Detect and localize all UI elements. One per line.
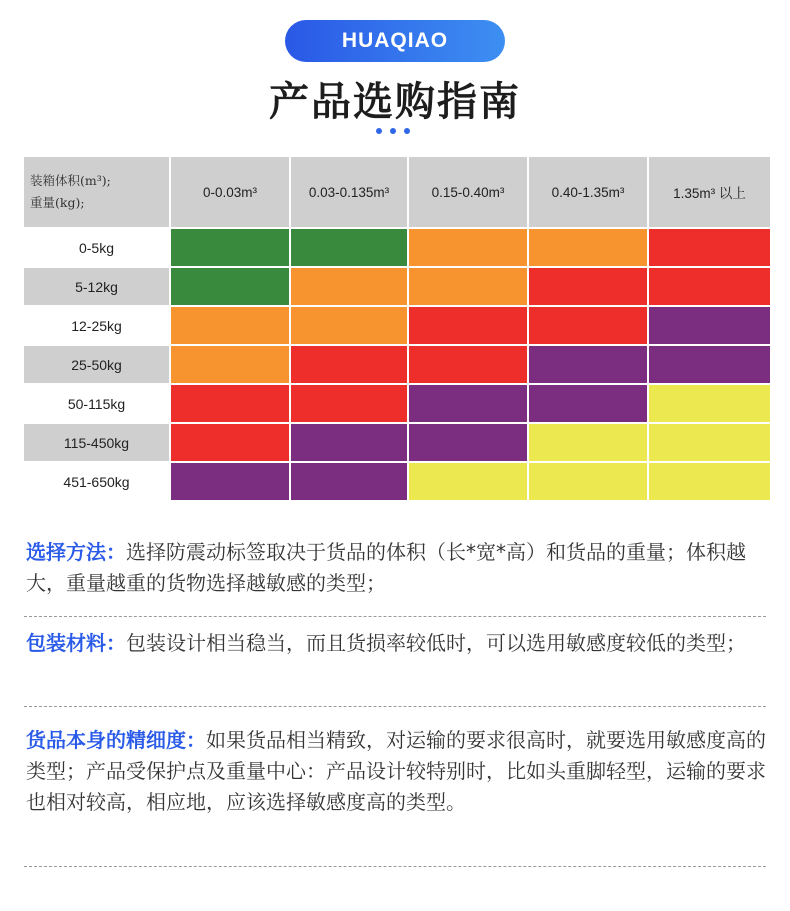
sensitivity-cell-red: [649, 268, 770, 305]
divider: [24, 706, 766, 707]
sensitivity-cell-red: [291, 346, 407, 383]
sensitivity-cell-green: [171, 268, 289, 305]
row-label: 50-115kg: [67, 395, 126, 412]
section-product-fineness: [26, 725, 766, 818]
selection-guide-table: [24, 157, 766, 503]
sensitivity-cell-yellow: [529, 424, 647, 461]
sensitivity-cell-yellow: [409, 463, 527, 500]
sensitivity-cell-yellow: [649, 385, 770, 422]
corner-volume-label: 装箱体积(m³);: [30, 173, 111, 188]
sensitivity-cell-orange: [409, 229, 527, 266]
divider: [24, 616, 766, 617]
column-header: 0.15-0.40m³: [409, 157, 527, 227]
sensitivity-cell-red: [649, 229, 770, 266]
section-packaging-material: [26, 628, 766, 659]
sensitivity-cell-orange: [529, 229, 647, 266]
row-label: 115-450kg: [24, 424, 169, 461]
corner-weight-label: 重量(kg);: [30, 195, 85, 210]
sensitivity-cell-purple: [291, 463, 407, 500]
sensitivity-cell-red: [529, 307, 647, 344]
page-title: 产品选购指南: [269, 79, 521, 125]
sensitivity-cell-orange: [291, 268, 407, 305]
sensitivity-cell-purple: [529, 385, 647, 422]
row-label: 0-5kg: [78, 239, 115, 256]
divider: [24, 866, 766, 867]
sensitivity-cell-purple: [649, 307, 770, 344]
section-lead: 包装材料：: [26, 631, 126, 655]
sensitivity-cell-red: [171, 424, 289, 461]
section-lead: 货品本身的精细度：: [26, 728, 206, 752]
sensitivity-cell-yellow: [529, 463, 647, 500]
section-text: 包装设计相当稳当，而且货损率较低时，可以选用敏感度较低的类型；: [126, 631, 746, 655]
sensitivity-cell-purple: [409, 385, 527, 422]
sensitivity-cell-purple: [649, 346, 770, 383]
row-label: 451-650kg: [63, 473, 130, 490]
sensitivity-cell-purple: [409, 424, 527, 461]
section-text: 如果货品相当精致，对运输的要求很高时，就要选用敏感度高的类型；产品受保护点及重量中心：产品设计较特别时，比如头重脚轻型，运输的要求也相对较高，相应地，应该选择敏感度高的类型。: [26, 728, 766, 814]
column-header: 1.35m³ 以上: [649, 157, 770, 227]
brand-badge: HUAQIAO: [285, 20, 505, 62]
column-header: 0-0.03m³: [171, 157, 289, 227]
sensitivity-cell-green: [171, 229, 289, 266]
sensitivity-cell-red: [171, 385, 289, 422]
section-text: 选择防震动标签取决于货品的体积（长*宽*高）和货品的重量；体积越大，重量越重的货物选择越敏感的类型；: [26, 540, 746, 595]
section-selection-method: [26, 537, 766, 599]
sensitivity-cell-red: [409, 346, 527, 383]
sensitivity-cell-orange: [409, 268, 527, 305]
sensitivity-cell-red: [409, 307, 527, 344]
title-dots: [376, 128, 410, 134]
sensitivity-cell-red: [291, 385, 407, 422]
column-header: 0.40-1.35m³: [529, 157, 647, 227]
table-corner-header: [24, 157, 169, 227]
row-label: 5-12kg: [24, 268, 169, 305]
sensitivity-cell-green: [291, 229, 407, 266]
section-lead: 选择方法：: [26, 540, 126, 564]
sensitivity-cell-purple: [171, 463, 289, 500]
row-label: 12-25kg: [71, 317, 122, 334]
sensitivity-cell-orange: [171, 307, 289, 344]
sensitivity-cell-orange: [291, 307, 407, 344]
sensitivity-cell-yellow: [649, 424, 770, 461]
sensitivity-cell-orange: [171, 346, 289, 383]
sensitivity-cell-purple: [529, 346, 647, 383]
row-label: 25-50kg: [24, 346, 169, 383]
sensitivity-cell-yellow: [649, 463, 770, 500]
column-header: 0.03-0.135m³: [291, 157, 407, 227]
sensitivity-cell-red: [529, 268, 647, 305]
sensitivity-cell-purple: [291, 424, 407, 461]
